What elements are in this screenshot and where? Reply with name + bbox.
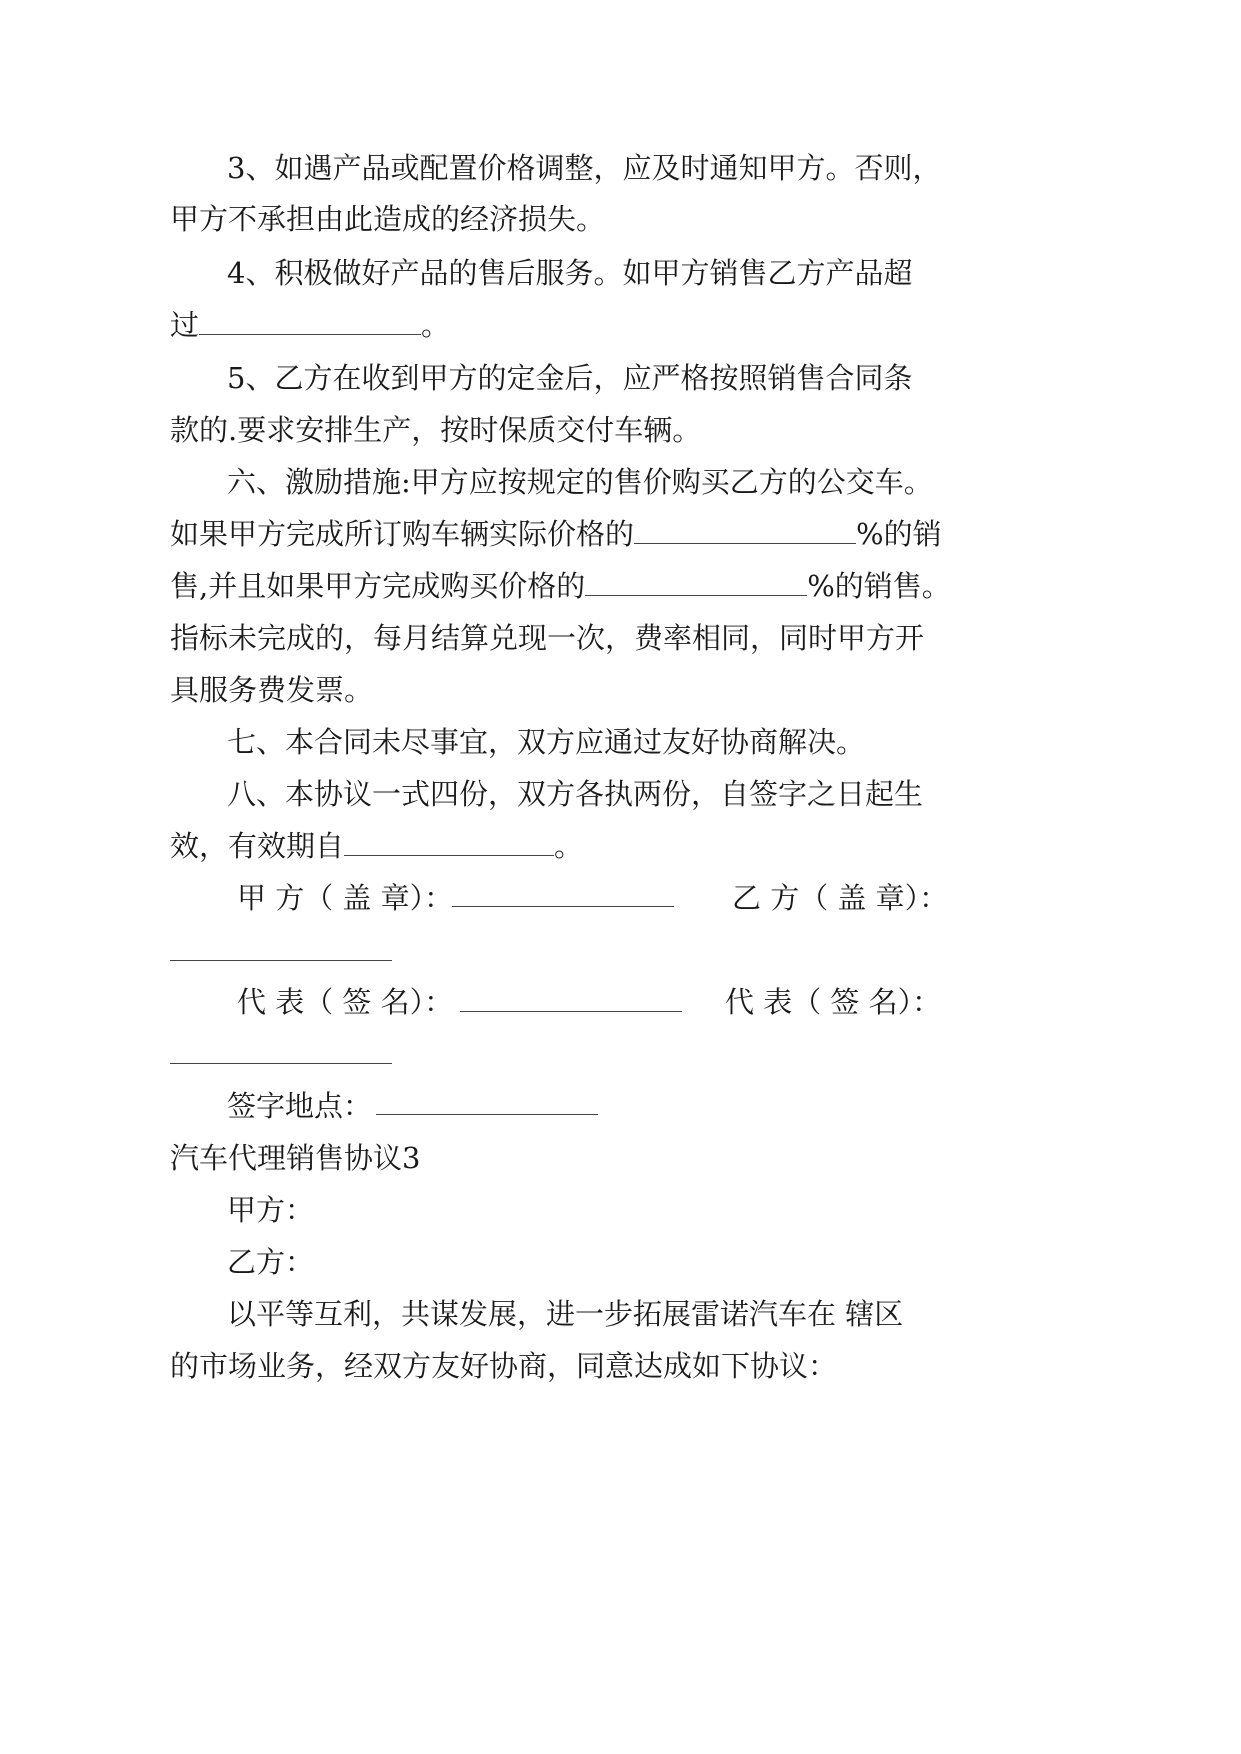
signing-place-label: 签字地点： (227, 1089, 373, 1123)
blank-line (585, 569, 807, 596)
clause-5-line-2: 款的.要求安排生产，按时保质交付车辆。 (170, 413, 702, 447)
clause-6-text-a: 如果甲方完成所订购车辆实际价格的 (170, 517, 635, 551)
party-b-seal-blank (170, 960, 392, 961)
blank-line (344, 829, 554, 856)
clause-3-line-1: 3、如遇产品或配置价格调整，应及时通知甲方。否则， (227, 151, 942, 185)
clause-3-line-2: 甲方不承担由此造成的经济损失。 (170, 202, 606, 236)
clause-5-line-1: 5、乙方在收到甲方的定金后，应严格按照销售合同条 (227, 361, 913, 395)
clause-6-line-3 (170, 566, 951, 606)
party-b-rep-label: 代 表（ 签 名）： (725, 985, 942, 1019)
party-b-rep-blank (170, 1063, 392, 1064)
signing-place-blank (376, 1114, 598, 1115)
party-b-seal-label: 乙 方（ 盖 章）： (732, 881, 949, 915)
clause-6-line-1: 六、激励措施:甲方应按规定的售价购买乙方的公交车。 (227, 465, 933, 499)
clause-8-text: 效，有效期自 (170, 829, 345, 863)
clause-4-line-1: 4、积极做好产品的售后服务。如甲方销售乙方产品超 (227, 256, 913, 290)
clause-4-text: 过 (170, 308, 200, 342)
clause-8-end: 。 (554, 829, 584, 863)
party-a-rep-label: 代 表（ 签 名）： (237, 985, 454, 1019)
clause-4-line-2 (170, 305, 450, 345)
party-a-rep-blank (460, 1011, 682, 1012)
clause-7-line-1: 七、本合同未尽事宜，双方应通过友好协商解决。 (227, 725, 866, 759)
preamble-line-1: 以平等互利，共谋发展，进一步拓展雷诺汽车在 辖区 (227, 1297, 904, 1331)
clause-6-line-4: 指标未完成的，每月结算兑现一次，费率相同，同时甲方开 (170, 621, 925, 655)
clause-4-end: 。 (421, 308, 451, 342)
agreement-3-title: 汽车代理销售协议3 (170, 1141, 421, 1175)
blank-line (634, 517, 856, 544)
clause-8-line-2 (170, 826, 583, 866)
party-a-label: 甲方： (227, 1193, 315, 1227)
clause-6-line-2 (170, 514, 942, 554)
clause-8-line-1: 八、本协议一式四份，双方各执两份，自签字之日起生 (227, 777, 924, 811)
clause-6-text-d: %的销售。 (807, 569, 951, 603)
party-a-seal-label: 甲 方（ 盖 章）： (237, 881, 454, 915)
blank-line (199, 308, 421, 335)
party-a-seal-blank (452, 906, 674, 907)
party-b-label: 乙方： (227, 1245, 315, 1279)
clause-6-text-b: %的销 (856, 517, 942, 551)
preamble-line-2: 的市场业务，经双方友好协商，同意达成如下协议： (170, 1349, 838, 1383)
clause-6-text-c: 售,并且如果甲方完成购买价格的 (170, 569, 586, 603)
clause-6-line-5: 具服务费发票。 (170, 673, 374, 707)
